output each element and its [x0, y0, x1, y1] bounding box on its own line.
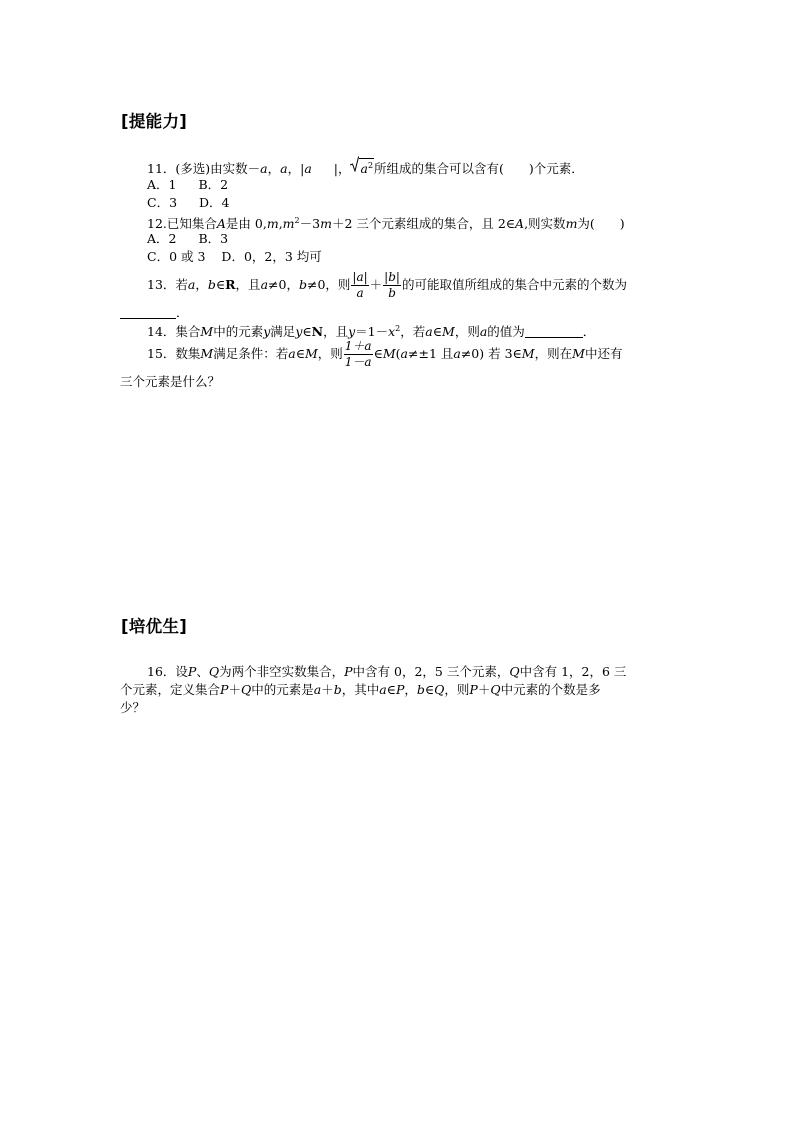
exponent: 2: [367, 161, 374, 170]
q11-option-c: C．3: [147, 195, 178, 210]
q11-prefix: 11．(多选)由实数－: [147, 161, 261, 177]
set-R: R: [225, 277, 236, 292]
q13-text: ≠0，则: [306, 277, 351, 292]
q16-text: 为两个非空实数集合，: [219, 664, 345, 679]
q13-prefix: 13．若: [147, 277, 188, 292]
var-P: P: [469, 682, 478, 697]
numerator: |a|: [352, 270, 368, 284]
var-m: m: [320, 216, 332, 232]
var-a: a: [379, 682, 387, 697]
var-Q: Q: [509, 664, 520, 679]
q12-options-row-2: [147, 248, 322, 266]
var-Q: Q: [490, 682, 501, 697]
q15-text: ∈: [373, 346, 383, 361]
q16-text: 中元素的个数是多: [500, 682, 601, 697]
fraction-abs-b-over-b: [383, 270, 401, 301]
q16-text: ＋: [477, 682, 491, 697]
q16-text: 中含有 0，2，5 三个元素，: [352, 664, 510, 679]
q14-text: ∈: [432, 324, 442, 340]
q11-text: ，: [267, 161, 281, 177]
q11-text: |，: [333, 161, 351, 177]
section-heading-cultivate: [培优生]: [121, 617, 188, 636]
q14-text: ，且: [323, 324, 349, 340]
q14-end: ．: [582, 324, 596, 340]
q12-text: ,: [278, 216, 283, 232]
var-M: M: [382, 346, 396, 361]
q11-text: ，|: [287, 161, 305, 177]
var-a: a: [288, 346, 296, 361]
q11-suffix: 所组成的集合可以含有( )个元素．: [374, 161, 584, 177]
q16-text: 中含有 1，2，6 三: [519, 664, 627, 679]
q15-text: 中还有: [584, 346, 623, 361]
q11-options-row-2: [147, 194, 230, 212]
section-heading-ability: [提能力]: [121, 112, 188, 131]
exponent: 2: [395, 324, 401, 333]
q12-option-a: A．2: [147, 231, 177, 246]
q12-text: ＋2 三个元素组成的集合，且 2∈: [331, 216, 516, 232]
q16-text: 、: [196, 664, 209, 679]
q15-prefix: 15．数集: [147, 346, 201, 361]
q15-text: ，则在: [534, 346, 573, 361]
var-b: b: [333, 682, 342, 697]
var-M: M: [304, 346, 318, 361]
var-a: a: [187, 277, 196, 292]
set-N: N: [311, 324, 324, 340]
q14-text: ∈: [302, 324, 312, 340]
q12-suffix: 为( ): [577, 216, 625, 232]
var-m: m: [565, 216, 578, 232]
q14-text: 的值为: [487, 324, 525, 340]
var-a: a: [360, 161, 368, 177]
exponent: 2: [294, 216, 300, 225]
q16-text: 少？: [120, 700, 146, 715]
var-y: y: [348, 324, 356, 340]
var-a: a: [400, 346, 408, 361]
q16-text: ，则: [444, 682, 470, 697]
var-a: a: [479, 324, 488, 340]
var-M: M: [521, 346, 535, 361]
q13-text: ∈: [215, 277, 226, 292]
var-Q: Q: [240, 682, 252, 697]
q16-text: ∈: [386, 682, 396, 697]
q13-end: ．: [176, 305, 189, 320]
var-b: b: [416, 682, 425, 697]
q13-text: ，且: [235, 277, 261, 292]
q15-text: ≠±1 且: [408, 346, 454, 361]
q15-text: ≠0) 若 3∈: [460, 346, 522, 361]
q15-text: 三个元素是什么？: [120, 374, 221, 389]
q16-text: ，: [404, 682, 417, 697]
var-y: y: [295, 324, 303, 340]
q12-text: －3: [299, 216, 321, 232]
q16-text: 中的元素是: [251, 682, 314, 697]
var-M: M: [442, 324, 455, 340]
denominator: 1－a: [344, 355, 372, 369]
q16-line-2: [120, 681, 601, 699]
denominator: b: [388, 286, 396, 300]
q11-option-b: B．2: [198, 177, 229, 192]
q15-line-2: [120, 373, 220, 391]
q16-prefix: 16．设: [147, 664, 188, 679]
var-a: a: [260, 161, 268, 177]
var-M: M: [200, 346, 214, 361]
q14-text: 满足: [270, 324, 296, 340]
q12-text: ,则实数: [524, 216, 566, 232]
var-a: a: [453, 346, 461, 361]
fraction-1-plus-a-over-1-minus-a: [344, 339, 373, 370]
var-P: P: [395, 682, 405, 697]
q12-text: 是由 0,: [225, 216, 267, 232]
var-M: M: [200, 324, 214, 340]
var-P: P: [344, 664, 353, 679]
sqrt-expression: [350, 158, 374, 178]
fraction-abs-a-over-a: [351, 270, 368, 301]
q14-text: ＝1－: [355, 324, 389, 340]
var-Q: Q: [434, 682, 445, 697]
q16-text: ＋: [228, 682, 241, 697]
question-15: [147, 336, 622, 372]
q16-text: 个元素，定义集合: [120, 682, 221, 697]
q14-prefix: 14．集合: [147, 324, 201, 340]
var-b: b: [298, 277, 307, 292]
var-a: a: [260, 277, 269, 292]
q12-option-b: B．3: [198, 231, 229, 246]
var-a: a: [280, 161, 288, 177]
var-m: m: [282, 216, 295, 232]
var-x: x: [388, 324, 396, 340]
answer-blank[interactable]: [120, 306, 176, 319]
q15-text: (: [395, 346, 401, 361]
q12-option-c: C．0 或 3: [147, 249, 206, 264]
q16-line-3: [120, 699, 145, 717]
q16-text: ，其中: [341, 682, 380, 697]
numerator: |b|: [384, 270, 400, 284]
var-P: P: [187, 664, 197, 679]
q15-text: 满足条件：若: [213, 346, 289, 361]
q15-text: ，则: [317, 346, 343, 361]
var-A: A: [515, 216, 525, 232]
q11-option-a: A．1: [147, 177, 177, 192]
q14-text: ，则: [454, 324, 480, 340]
q13-text: ，: [195, 277, 208, 292]
q12-options-row-1: [147, 230, 228, 248]
q12-option-d: D．0，2，3 均可: [221, 249, 322, 264]
numerator: 1＋a: [344, 339, 372, 353]
q16-text: ＋: [321, 682, 334, 697]
var-M: M: [572, 346, 585, 361]
q15-text: ∈: [295, 346, 305, 361]
q16-text: ∈: [424, 682, 435, 697]
q14-text: ，若: [400, 324, 426, 340]
q11-options-row-1: [147, 176, 228, 194]
q13-suffix: 的可能取值所组成的集合中元素的个数为: [401, 277, 627, 292]
question-16: [147, 663, 626, 681]
var-P: P: [220, 682, 229, 697]
q11-option-d: D．4: [199, 195, 230, 210]
question-13: [147, 268, 627, 302]
var-A: A: [216, 216, 226, 232]
var-y: y: [263, 324, 271, 340]
var-a: a: [304, 161, 312, 177]
q13-text: ＋: [369, 277, 383, 292]
var-a: a: [425, 324, 433, 340]
q14-text: 中的元素: [213, 324, 264, 340]
var-Q: Q: [208, 664, 220, 679]
denominator: a: [356, 286, 364, 300]
var-m: m: [266, 216, 279, 232]
var-a: a: [313, 682, 322, 697]
q13-text: ≠0，: [268, 277, 299, 292]
radical-sign-icon: [350, 156, 359, 172]
q12-prefix: 12.已知集合: [147, 216, 217, 232]
var-b: b: [207, 277, 216, 292]
